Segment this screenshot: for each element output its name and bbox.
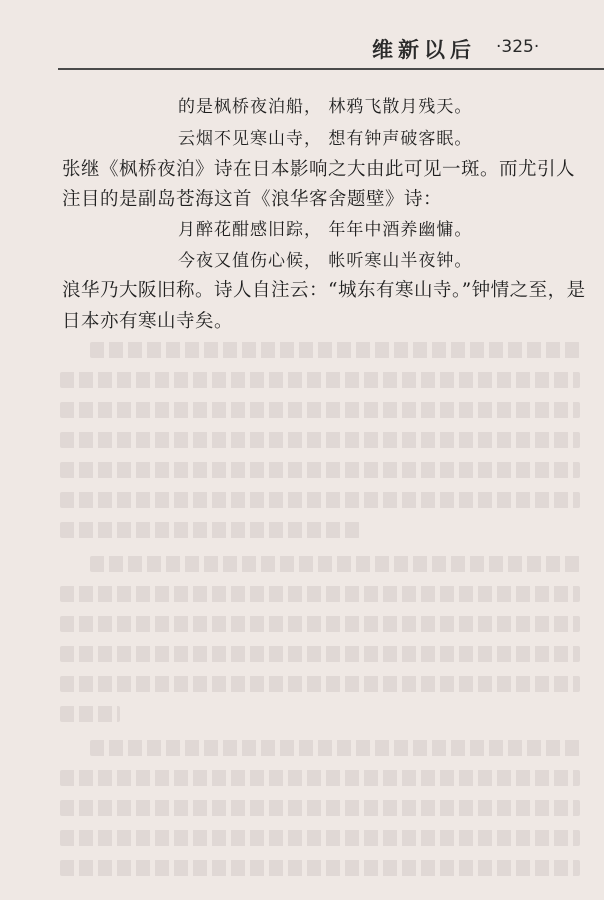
poem-line: 云烟不见寒山寺， 想有钟声破客眠。 <box>178 129 473 149</box>
page-number: ·325· <box>496 37 540 57</box>
paragraph-line: 浪华乃大阪旧称。诗人自注云：“城东有寒山寺。”钟情之至，是 <box>62 280 586 301</box>
running-header <box>0 30 604 70</box>
poem-line: 今夜又值伤心候， 帐听寒山半夜钟。 <box>178 251 473 271</box>
paragraph-line: 注目的是副岛苍海这首《浪华客舍题壁》诗： <box>62 189 443 210</box>
poem-line: 的是枫桥夜泊船， 林鸦飞散月残天。 <box>178 97 473 117</box>
chapter-title: 维新以后 <box>372 38 476 62</box>
bleed-through-text-area <box>60 330 600 900</box>
paragraph-line: 日本亦有寒山寺矣。 <box>62 311 234 332</box>
paragraph-line: 张继《枫桥夜泊》诗在日本影响之大由此可见一斑。而尤引人 <box>62 159 576 180</box>
header-rule <box>58 68 604 70</box>
poem-line: 月醉花酣感旧踪， 年年中酒养幽慵。 <box>178 220 473 240</box>
